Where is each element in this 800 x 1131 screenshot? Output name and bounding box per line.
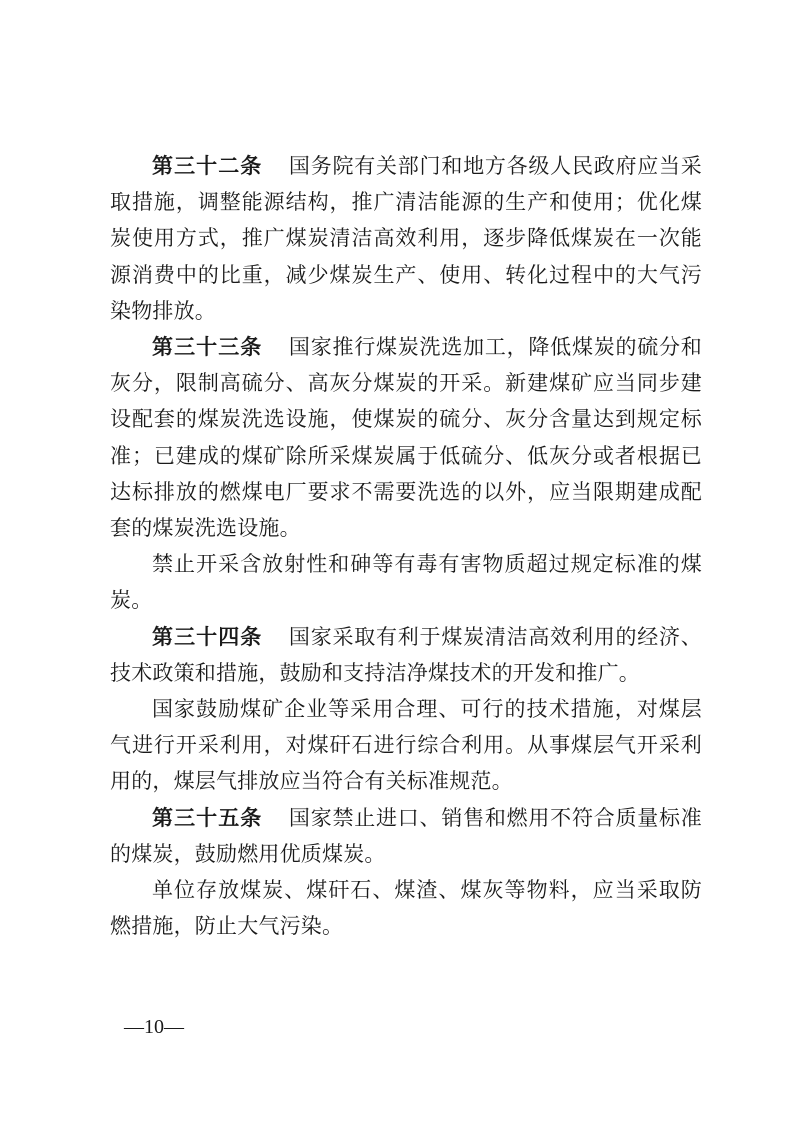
article-heading: 第三十三条	[152, 335, 263, 360]
paragraph-text: 国务院有关部门和地方各级人民政府应当采取措施，调整能源结构，推广清洁能源的生产和使用；优化煤炭使用方式，推广煤炭清洁高效利用，逐步降低煤炭在一次能源消费中的比重，减少煤炭生产、使用、转化过程中的大气污染物排放。	[110, 154, 702, 323]
paragraph-text: 国家禁止进口、销售和燃用不符合质量标准的煤炭，鼓励燃用优质煤炭。	[110, 805, 702, 866]
paragraph-article-33	[110, 329, 702, 546]
paragraph-text: 国家采取有利于煤炭清洁高效利用的经济、技术政策和措施，鼓励和支持洁净煤技术的开发和推广。	[110, 624, 702, 685]
document-body	[110, 148, 702, 944]
paragraph-article-33-clause-2	[110, 546, 702, 618]
article-heading: 第三十五条	[152, 805, 263, 830]
page-number: —10—	[124, 1016, 184, 1038]
paragraph-text: 单位存放煤炭、煤矸石、煤渣、煤灰等物料，应当采取防燃措施，防止大气污染。	[110, 878, 702, 939]
paragraph-article-35	[110, 800, 702, 872]
paragraph-text: 国家鼓励煤矿企业等采用合理、可行的技术措施，对煤层气进行开采利用，对煤矸石进行综合利用。从事煤层气开采利用的，煤层气排放应当符合有关标准规范。	[110, 697, 702, 794]
paragraph-text: 禁止开采含放射性和砷等有毒有害物质超过规定标准的煤炭。	[110, 552, 702, 613]
article-heading: 第三十四条	[152, 624, 263, 649]
paragraph-article-35-clause-2	[110, 872, 702, 944]
article-heading: 第三十二条	[152, 154, 263, 178]
paragraph-text: 国家推行煤炭洗选加工，降低煤炭的硫分和灰分，限制高硫分、高灰分煤炭的开采。新建煤矿应当同步建设配套的煤炭洗选设施，使煤炭的硫分、灰分含量达到规定标准；已建成的煤矿除所采煤炭属于低硫分、低灰分或者根据已达标排放的燃煤电厂要求不需要洗选的以外，应当限期建成配套的煤炭洗选设施。	[110, 335, 702, 541]
paragraph-article-34-clause-2	[110, 691, 702, 800]
paragraph-article-34	[110, 619, 702, 691]
paragraph-article-32	[110, 148, 702, 329]
